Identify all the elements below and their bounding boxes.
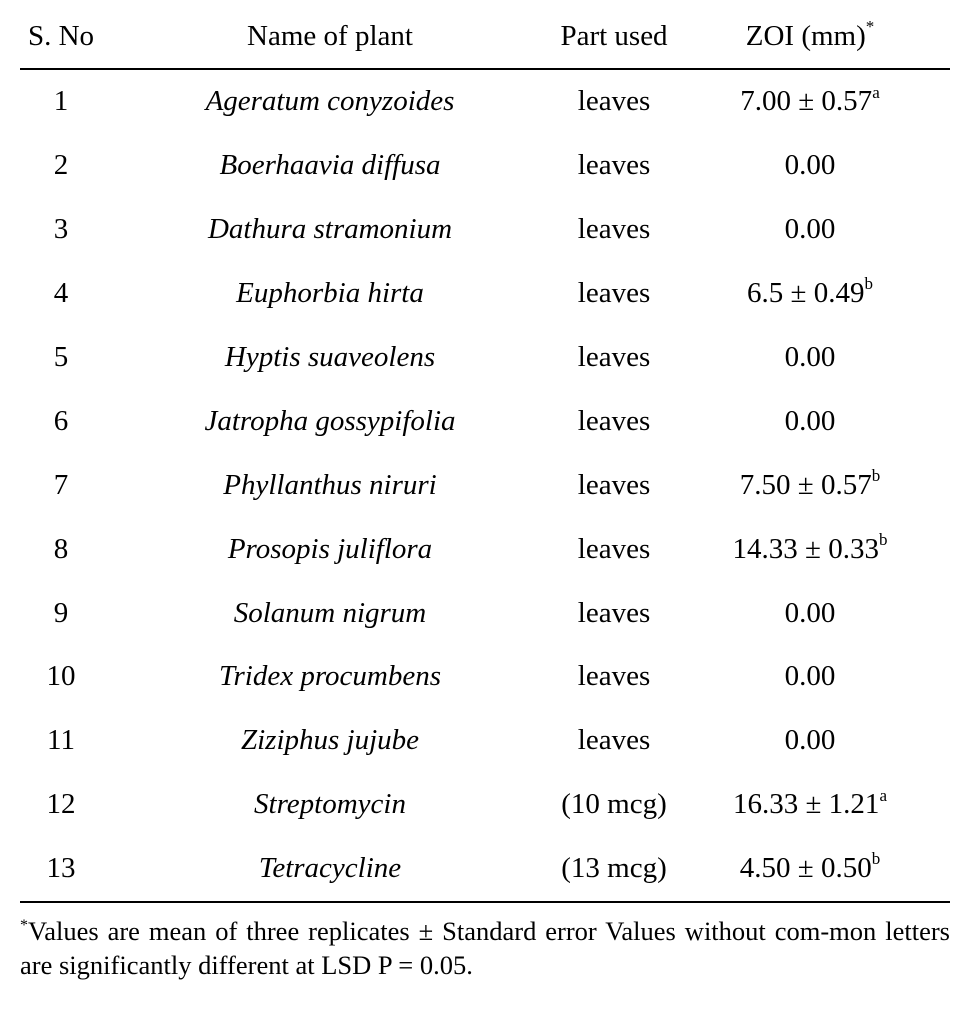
zoi-value: 7.00 ± 0.57	[740, 85, 873, 118]
cell-zoi	[670, 709, 950, 773]
cell-sno: 4	[53, 277, 69, 310]
cell-zoi	[670, 773, 950, 837]
cell-sno: 12	[46, 788, 76, 821]
zoi-value: 0.00	[784, 213, 836, 246]
cell-part-used: leaves	[577, 213, 651, 246]
cell-sno: 11	[47, 724, 75, 757]
significance-letter: a	[872, 82, 880, 102]
cell-sno: 9	[53, 596, 69, 629]
table-row	[20, 326, 950, 390]
cell-zoi	[670, 453, 950, 517]
cell-plant-name: Tridex procumbens	[218, 660, 442, 693]
cell-plant-name: Dathura stramonium	[207, 213, 453, 246]
cell-plant-name: Solanum nigrum	[233, 596, 427, 629]
table-row	[20, 262, 950, 326]
cell-plant-name: Streptomycin	[254, 788, 406, 821]
significance-letter: b	[864, 274, 873, 294]
cell-part-used: leaves	[577, 404, 651, 437]
cell-plant-name: Prosopis juliflora	[227, 532, 433, 565]
table-body	[20, 69, 950, 902]
cell-plant-name: Ziziphus jujube	[240, 724, 420, 757]
cell-part-used: leaves	[577, 724, 651, 757]
cell-sno: 6	[53, 404, 69, 437]
header-zoi	[670, 4, 950, 69]
zoi-value: 14.33 ± 0.33	[732, 532, 879, 565]
cell-part-used: leaves	[577, 468, 651, 501]
cell-sno: 3	[53, 213, 69, 246]
cell-zoi	[670, 517, 950, 581]
cell-part-used: leaves	[577, 277, 651, 310]
zoi-value: 16.33 ± 1.21	[733, 788, 880, 821]
cell-zoi	[670, 262, 950, 326]
cell-zoi	[670, 389, 950, 453]
cell-sno: 8	[53, 532, 69, 565]
cell-zoi	[670, 645, 950, 709]
footnote-text: Values are mean of three replicates ± Standard error Values without com-mon letters are significantly different at LSD P = 0.05.	[20, 916, 950, 980]
significance-letter: b	[871, 849, 881, 869]
table-row	[20, 517, 950, 581]
cell-zoi	[670, 326, 950, 390]
zoi-value: 0.00	[784, 724, 836, 757]
zoi-value: 0.00	[784, 660, 836, 693]
cell-zoi	[670, 581, 950, 645]
zoi-table	[20, 4, 950, 903]
zoi-value: 7.50 ± 0.57	[739, 468, 872, 501]
cell-zoi	[670, 134, 950, 198]
cell-part-used: leaves	[577, 596, 651, 629]
cell-sno: 5	[53, 341, 69, 373]
table-row	[20, 837, 950, 902]
table-row	[20, 581, 950, 645]
zoi-value: 6.5 ± 0.49	[747, 277, 865, 310]
table-row	[20, 645, 950, 709]
cell-part-used: leaves	[577, 532, 651, 565]
cell-plant-name: Jatropha gossypifolia	[204, 404, 456, 437]
header-plant-name: Name of plant	[102, 4, 558, 69]
cell-part-used: (10 mcg)	[561, 788, 667, 821]
zoi-value: 0.00	[784, 149, 836, 182]
header-row	[20, 4, 950, 69]
cell-part-used: leaves	[577, 660, 651, 693]
cell-plant-name: Boerhaavia diffusa	[219, 149, 441, 182]
cell-plant-name: Euphorbia hirta	[236, 277, 424, 310]
cell-zoi	[670, 837, 950, 902]
header-sno: S. No	[20, 4, 102, 69]
cell-sno: 10	[46, 660, 76, 693]
cell-sno: 7	[53, 468, 69, 501]
cell-part-used: (13 mcg)	[558, 837, 670, 902]
zoi-value: 0.00	[784, 404, 836, 437]
cell-part-used: leaves	[577, 341, 651, 373]
table-row	[20, 453, 950, 517]
cell-plant-name: Phyllanthus niruri	[223, 468, 437, 501]
zoi-value: 0.00	[784, 596, 836, 629]
cell-plant-name: Hyptis suaveolens	[224, 341, 436, 373]
zoi-value: 4.50 ± 0.50	[739, 852, 872, 885]
cell-sno: 2	[53, 149, 69, 182]
table-header	[20, 4, 950, 69]
table-row	[20, 389, 950, 453]
header-zoi-footnote-marker: *	[865, 16, 875, 36]
cell-part-used: leaves	[577, 149, 651, 182]
cell-sno: 1	[53, 85, 69, 118]
cell-zoi	[670, 198, 950, 262]
significance-letter: b	[871, 466, 881, 486]
header-part-used: Part used	[558, 4, 670, 69]
cell-plant-name: Ageratum conyzoides	[205, 85, 455, 118]
table-row	[20, 773, 950, 837]
header-zoi-label: ZOI (mm)	[745, 19, 866, 52]
table-row	[20, 134, 950, 198]
cell-zoi	[670, 69, 950, 134]
table-footnote	[20, 914, 950, 982]
table-row	[20, 709, 950, 773]
table-row	[20, 198, 950, 262]
cell-plant-name: Tetracycline	[102, 837, 558, 902]
footnote-marker: *	[20, 917, 28, 935]
cell-sno: 13	[20, 837, 102, 902]
significance-letter: a	[879, 785, 887, 805]
zoi-value: 0.00	[784, 341, 836, 373]
table-row	[20, 69, 950, 134]
cell-part-used: leaves	[577, 85, 651, 118]
significance-letter: b	[878, 530, 888, 550]
